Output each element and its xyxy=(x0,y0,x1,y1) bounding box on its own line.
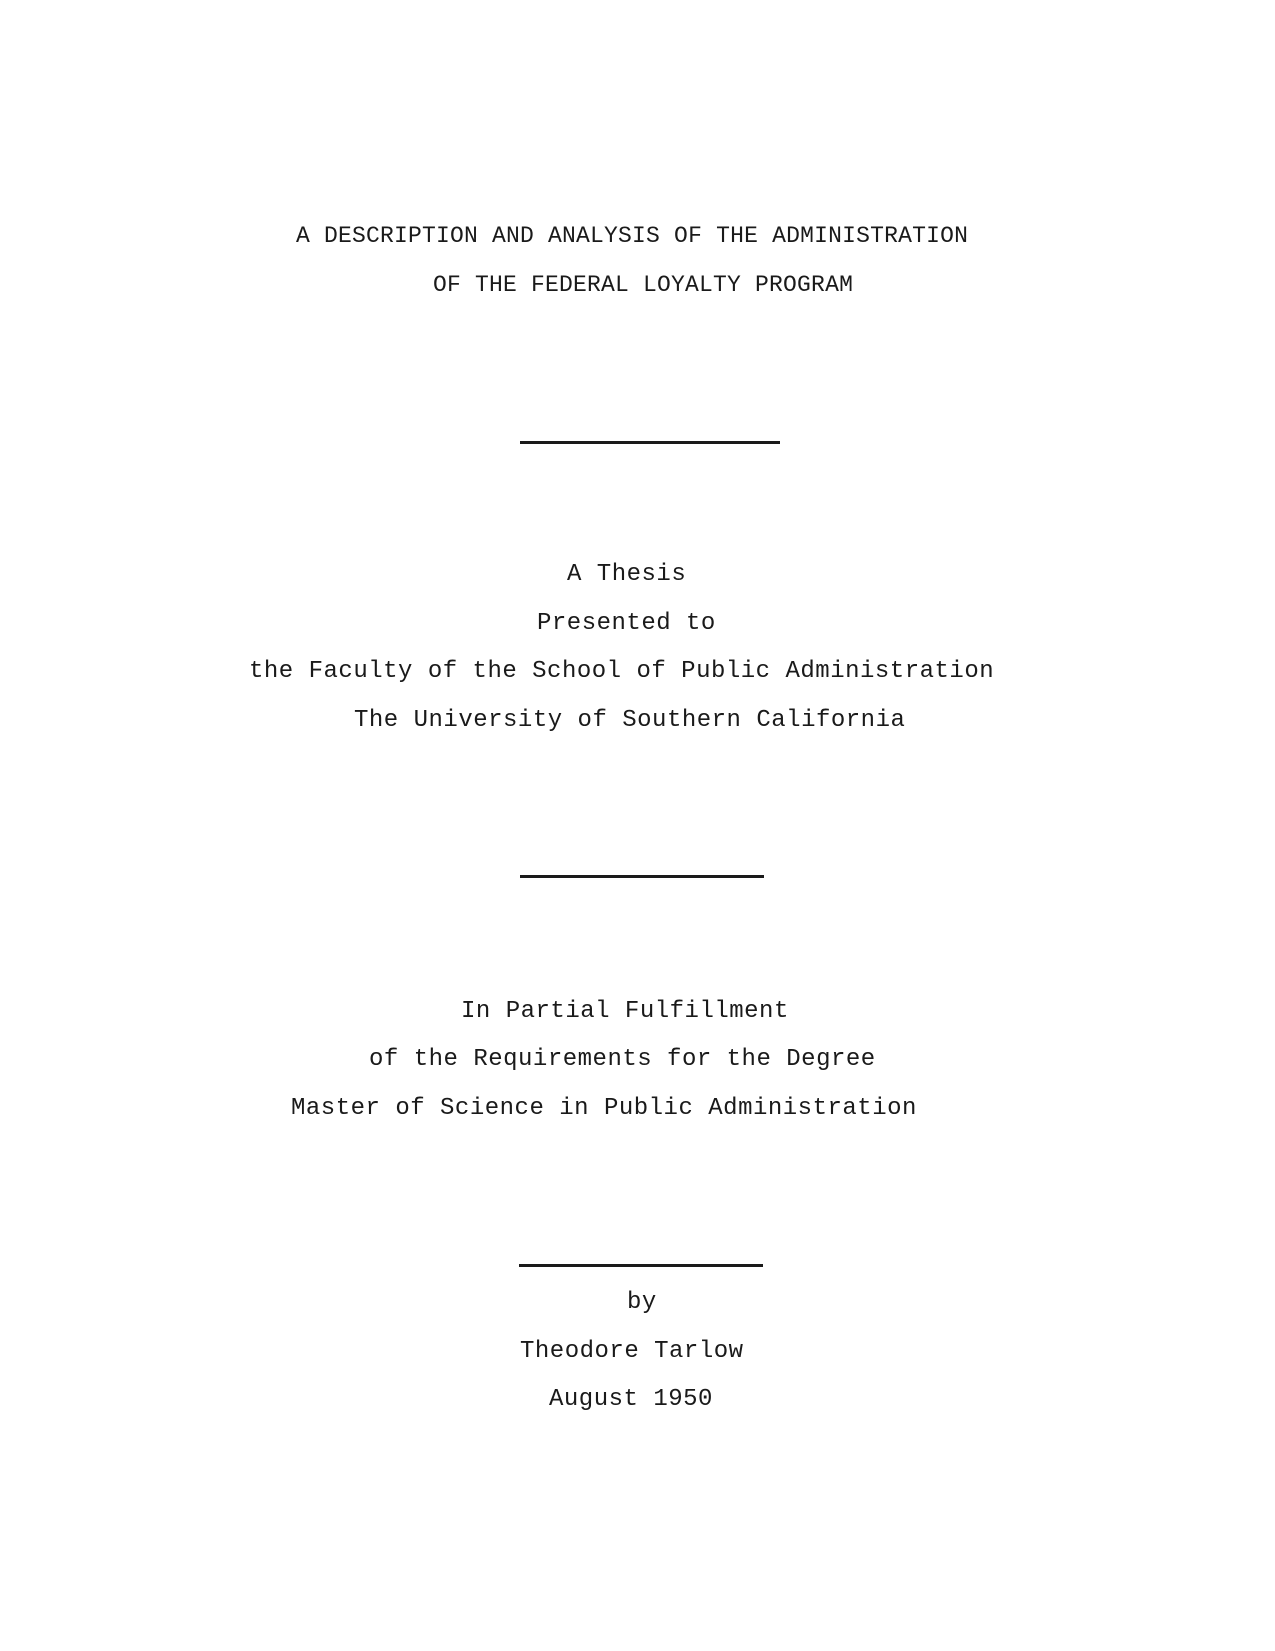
thesis-title-line-1: A DESCRIPTION AND ANALYSIS OF THE ADMINISTRATION xyxy=(296,223,969,249)
submission-date: August 1950 xyxy=(549,1386,713,1413)
university-line: The University of Southern California xyxy=(354,707,906,734)
presented-to: Presented to xyxy=(537,610,716,637)
fulfillment-line: In Partial Fulfillment xyxy=(461,998,789,1025)
thesis-label: A Thesis xyxy=(567,561,687,588)
divider-1 xyxy=(520,441,780,444)
divider-3 xyxy=(519,1264,763,1267)
by-label: by xyxy=(627,1289,657,1316)
degree-line: Master of Science in Public Administration xyxy=(291,1095,917,1122)
thesis-title-line-2: OF THE FEDERAL LOYALTY PROGRAM xyxy=(433,272,854,298)
divider-2 xyxy=(520,875,764,878)
author-name: Theodore Tarlow xyxy=(520,1338,744,1365)
requirements-line: of the Requirements for the Degree xyxy=(369,1046,876,1073)
faculty-line: the Faculty of the School of Public Administration xyxy=(249,658,995,685)
